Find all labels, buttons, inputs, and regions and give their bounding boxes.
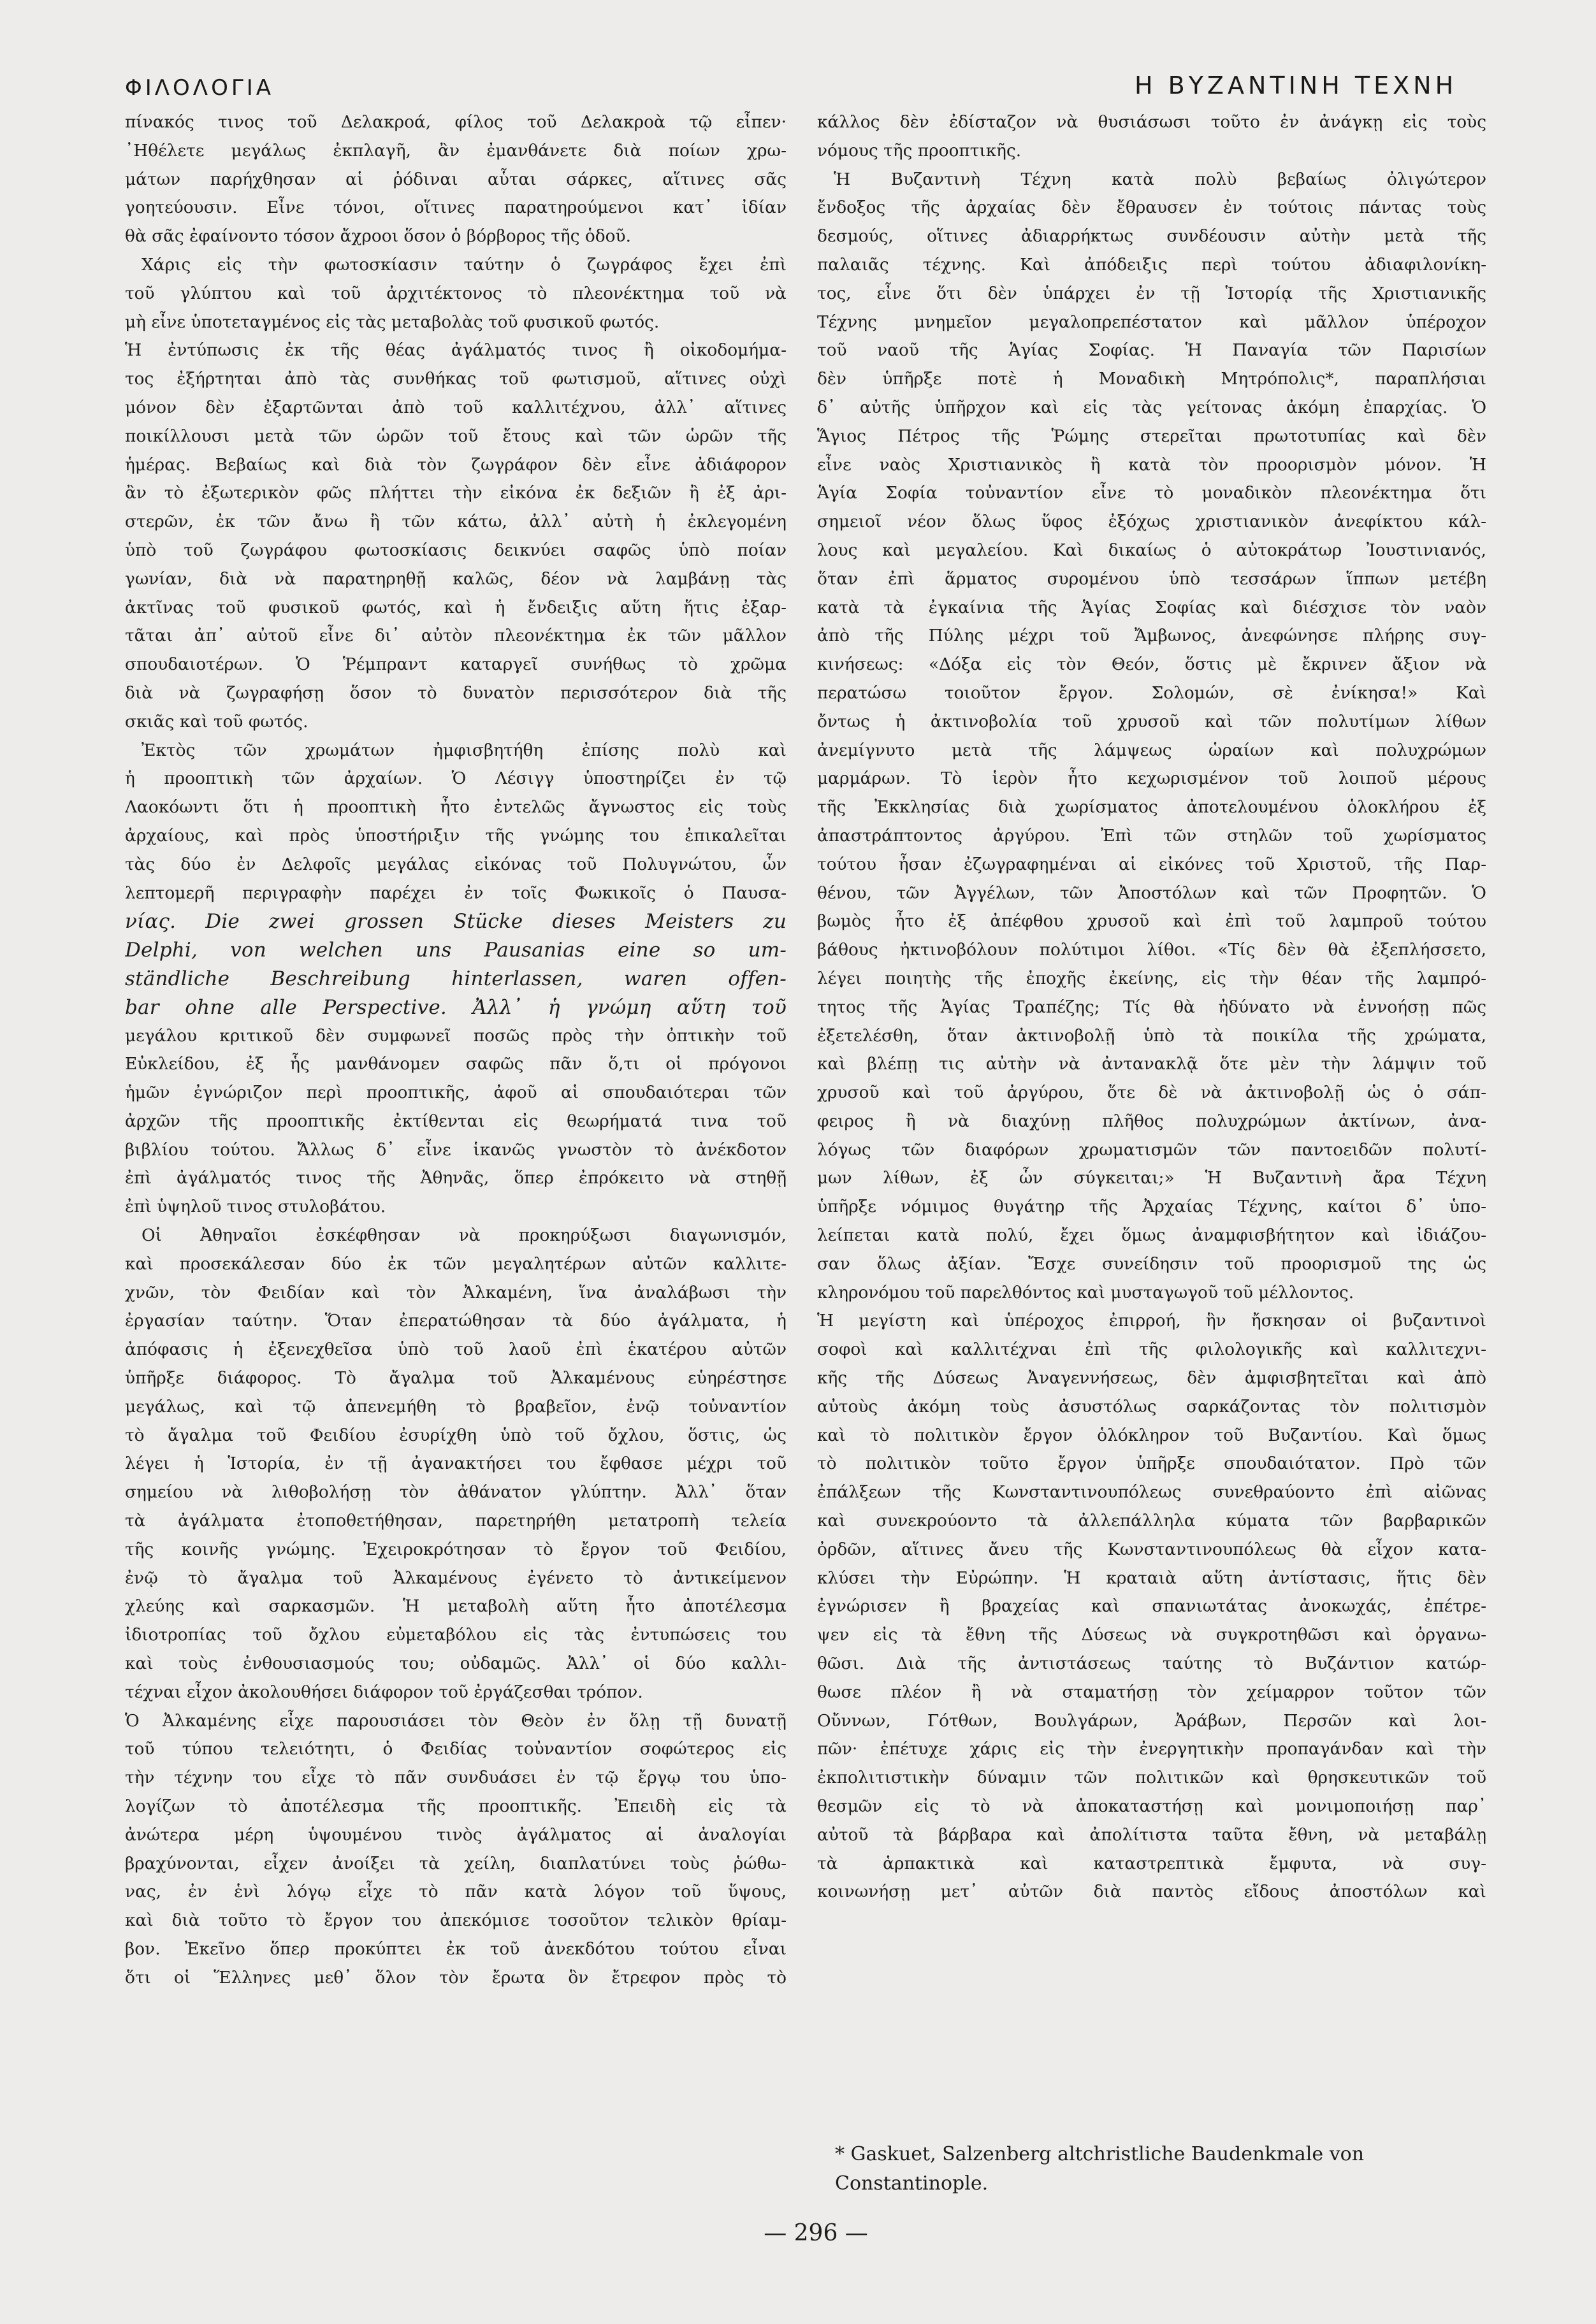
text-line: καὶ βλέπῃ τις αὐτὴν νὰ ἀντανακλᾷ ὅτε μὲν τὴν λάμψιν τοῦ — [817, 1054, 1486, 1074]
text-line: ψεν εἰς τὰ ἔθνη τῆς Δύσεως νὰ συγκροτηθῶσι καὶ ὀργανω- — [817, 1625, 1486, 1645]
text-line: κάλλος δὲν ἐδίσταζον νὰ θυσιάσωσι τοῦτο ἐν ἀνάγκῃ εἰς τοὺς — [817, 112, 1486, 132]
text-line: δεσμούς, οἵτινες ἀδιαρρήκτως συνδέουσιν αὐτὴν μετὰ τῆς — [817, 226, 1486, 247]
text-line: ἐκπολιτιστικὴν δύναμιν τῶν πολιτικῶν καὶ θρησκευτικῶν τοῦ — [817, 1768, 1486, 1788]
text-line: Ἅγιος Πέτρος τῆς Ῥώμης στερεῖται πρωτοτυπίας καὶ δὲν — [817, 426, 1486, 446]
text-line: γωνίαν, διὰ νὰ παρατηρηθῇ καλῶς, δέον νὰ λαμβάνῃ τὰς — [125, 568, 787, 589]
text-line: ἀπαστράπτοντος ἀργύρου. Ἐπὶ τῶν στηλῶν τοῦ χωρίσματος — [817, 825, 1486, 846]
text-line: ἡμέρας. Βεβαίως καὶ διὰ τὸν ζωγράφον δὲν εἶνε ἀδιάφορον — [125, 454, 787, 475]
text-line: τούτου ἦσαν ἐζωγραφημέναι αἱ εἰκόνες τοῦ Χριστοῦ, τῆς Παρ- — [817, 854, 1486, 874]
text-line: κλύσει τὴν Εὐρώπην. Ἡ κραταιὰ αὕτη ἀντίστασις, ἥτις δὲν — [817, 1568, 1486, 1588]
text-line: ἡμῶν ἐγνώριζον περὶ προοπτικῆς, ἀφοῦ αἱ σπουδαιότεραι τῶν — [125, 1083, 787, 1103]
text-line: Delphi, von welchen uns Pausanias eine so um- — [125, 939, 787, 962]
text-line: ἰδιοτροπίας τοῦ ὄχλου εὐμεταβόλου εἰς τὰς ἐντυπώσεις του — [125, 1625, 787, 1645]
text-line: ᾿Ηθέλετε μεγάλως ἐκπλαγῆ, ἂν ἐμανθάνετε διὰ ποίων χρω- — [125, 140, 787, 161]
right-text-column — [817, 108, 1486, 1907]
text-line: ἔνδοξος τῆς ἀρχαίας δὲν ἔθραυσεν ἐν τούτοις πάντας τοὺς — [817, 198, 1486, 218]
text-line: λογίζων τὸ ἀποτέλεσμα τῆς προοπτικῆς. Ἐπειδὴ εἰς τὰ — [125, 1796, 787, 1817]
text-line: ἐπὶ ὑψηλοῦ τινος στυλοβάτου. — [125, 1197, 386, 1217]
text-line: αὐτοὺς ἀκόμη τοὺς ἀσυστόλως σαρκάζοντας τὸν πολιτισμὸν — [817, 1396, 1486, 1417]
text-line: βον. Ἐκεῖνο ὅπερ προκύπτει ἐκ τοῦ ἀνεκδότου τούτου εἶναι — [125, 1939, 787, 1959]
text-line: σπουδαιοτέρων. Ὁ Ῥέμπραντ καταργεῖ συνήθως τὸ χρῶμα — [125, 654, 787, 675]
text-line: λόγως τῶν διαφόρων χρωματισμῶν τῶν παντοειδῶν πολυτί- — [817, 1139, 1486, 1160]
text-line: σκιᾶς καὶ τοῦ φωτός. — [125, 711, 308, 732]
text-line: εἶνε ναὸς Χριστιανικὸς ἢ κατὰ τὸν προορισμὸν μόνον. Ἡ — [817, 454, 1486, 475]
text-line: ὅταν ἐπὶ ἅρματος συρομένου ὑπὸ τεσσάρων ἵππων μετέβη — [817, 568, 1486, 589]
text-line: μάτων παρήχθησαν αἱ ῥόδιναι αὗται σάρκες, αἵτινες σᾶς — [125, 169, 787, 189]
text-line: κινήσεως: «Δόξα εἰς τὸν Θεόν, ὅστις μὲ ἔκρινεν ἄξιον νὰ — [817, 654, 1486, 675]
text-line: πῶν· ἐπέτυχε χάρις εἰς τὴν ἐνεργητικὴν προπαγάνδαν καὶ τὴν — [817, 1739, 1486, 1759]
text-line: μεγάλου κριτικοῦ δὲν συμφωνεῖ ποσῶς πρὸς τὴν ὀπτικὴν τοῦ — [125, 1025, 787, 1046]
text-line: λους καὶ μεγαλείου. Καὶ δικαίως ὁ αὐτοκράτωρ Ἰουστινιανός, — [817, 540, 1486, 560]
text-line: ἐνῷ τὸ ἄγαλμα τοῦ Ἀλκαμένους ἐγένετο τὸ ἀντικείμενον — [125, 1568, 787, 1588]
left-text-column — [125, 108, 787, 1993]
text-line: Ὁ Ἀλκαμένης εἶχε παρουσιάσει τὸν Θεὸν ἐν ὅλῃ τῇ δυνατῇ — [125, 1710, 787, 1731]
text-line: λείπεται κατὰ πολύ, ἔχει ὅμως ἀναμφισβήτητον καὶ ἰδιάζου- — [817, 1225, 1486, 1246]
footnote-line: Constantinople. — [835, 2172, 989, 2195]
text-line: βιβλίου τούτου. Ἄλλως δ᾽ εἶνε ἱκανῶς γνωστὸν τὸ ἀνέκδοτον — [125, 1139, 787, 1160]
text-line: ὅτι οἱ Ἕλληνες μεθ᾽ ὅλον τὸν ἔρωτα ὃν ἔτρεφον πρὸς τὸ — [125, 1967, 787, 1988]
text-line: καὶ συνεκρούοντο τὰ ἀλλεπάλληλα κύματα τῶν βαρβαρικῶν — [817, 1511, 1486, 1531]
text-line: Ἡ μεγίστη καὶ ὑπέροχος ἐπιρροή, ἣν ἤσκησαν οἱ βυζαντινοὶ — [817, 1311, 1486, 1331]
text-line: μαρμάρων. Τὸ ἱερὸν ἦτο κεχωρισμένον τοῦ λοιποῦ μέρους — [817, 769, 1486, 789]
text-line: βάθους ἠκτινοβόλουν πολύτιμοι λίθοι. «Τίς δὲν θὰ ἐξεπλήσσετο, — [817, 940, 1486, 960]
text-line: ἡ προοπτικὴ τῶν ἀρχαίων. Ὁ Λέσιγγ ὑποστηρίζει ἐν τῷ — [125, 769, 787, 789]
text-line: ἀκτῖνας τοῦ φυσικοῦ φωτός, καὶ ἡ ἔνδειξις αὕτη ἥτις ἐξαρ- — [125, 597, 787, 617]
text-line: ὑπὸ τοῦ ζωγράφου φωτοσκίασις δεικνύει σαφῶς ὑπὸ ποίαν — [125, 540, 787, 560]
text-line: ἀνώτερα μέρη ὑψουμένου τινὸς ἀγάλματος αἱ ἀναλογίαι — [125, 1824, 787, 1845]
text-line: τᾶται ἀπ᾽ αὐτοῦ εἶνε δι᾽ αὐτὸν πλεονέκτημα ἐκ τῶν μᾶλλον — [125, 626, 787, 646]
text-line: δ᾽ αὐτῆς ὑπῆρχον καὶ εἰς τὰς γείτονας ἀκόμη ἐπαρχίας. Ὁ — [817, 397, 1486, 417]
text-line: κληρονόμου τοῦ παρελθόντος καὶ μυσταγωγοῦ τοῦ μέλλοντος. — [817, 1282, 1354, 1303]
text-line: Οἱ Ἀθηναῖοι ἐσκέφθησαν νὰ προκηρύξωσι διαγωνισμόν, — [141, 1225, 787, 1246]
text-line: σημειοῖ νέον ὅλως ὕφος ἐξόχως χριστιανικὸν ἀνεφίκτου κάλ- — [817, 512, 1486, 532]
text-line: bar ohne alle Perspective. Ἀλλ᾽ ἡ γνώμη αὕτη τοῦ — [125, 995, 787, 1019]
text-line: ἀνεμίγνυτο μετὰ τῆς λάμψεως ὡραίων καὶ πολυχρώμων — [817, 740, 1486, 760]
text-line: ὑπῆρξε νόμιμος θυγάτηρ τῆς Ἀρχαίας Τέχνης, καίτοι δ᾽ ὑπο- — [817, 1197, 1486, 1217]
text-line: ἐπὶ ἀγάλματός τινος τῆς Ἀθηνᾶς, ὅπερ ἐπρόκειτο νὰ στηθῇ — [125, 1168, 787, 1188]
text-line: τὸ πολιτικὸν τοῦτο ἔργον ὑπῆρξε σπουδαιότατον. Πρὸ τῶν — [817, 1454, 1486, 1474]
text-line: γοητεύουσιν. Εἶνε τόνοι, οἵτινες παρατηρούμενοι κατ᾽ ἰδίαν — [125, 198, 787, 218]
text-line: κατὰ τὰ ἐγκαίνια τῆς Ἁγίας Σοφίας καὶ διέσχισε τὸν ναὸν — [817, 597, 1486, 617]
text-line: βωμὸς ἦτο ἐξ ἀπέφθου χρυσοῦ καὶ ἐπὶ τοῦ λαμπροῦ τούτου — [817, 911, 1486, 932]
text-line: ἐξετελέσθη, ὅταν ἀκτινοβολῇ ὑπὸ τὰ ποικίλα τῆς χρώματα, — [817, 1025, 1486, 1046]
text-line: σαν ὅλως ἀξίαν. Ἔσχε συνείδησιν τοῦ προορισμοῦ της ὡς — [817, 1253, 1486, 1274]
text-line: τος, εἶνε ὅτι δὲν ὑπάρχει ἐν τῇ Ἱστορίᾳ τῆς Χριστιανικῆς — [817, 283, 1486, 303]
text-line: ἀρχαίους, καὶ πρὸς ὑποστήριξιν τῆς γνώμης του ἐπικαλεῖται — [125, 825, 787, 846]
running-header-left: ΦΙΛΟΛΟΓΙΑ — [125, 75, 275, 101]
text-line: μόνον δὲν ἐξαρτῶνται ἀπὸ τοῦ καλλιτέχνου, ἀλλ᾽ αἵτινες — [125, 397, 787, 417]
text-line: τῆς Ἐκκλησίας διὰ χωρίσματος ἀποτελουμένου ὁλοκλήρου ἐξ — [817, 797, 1486, 818]
text-line: περατώσω τοιοῦτον ἔργον. Σολομών, σὲ ἐνίκησα!» Καὶ — [817, 682, 1486, 703]
page-number: — 296 — — [764, 2220, 868, 2246]
text-line: καὶ τὸ πολιτικὸν ἔργον ὁλόκληρον τοῦ Βυζαντίου. Καὶ ὅμως — [817, 1425, 1486, 1445]
text-line: τέχναι εἶχον ἀκολουθήσει διάφορον τοῦ ἐργάζεσθαι τρόπον. — [125, 1682, 643, 1702]
text-line: λεπτομερῆ περιγραφὴν παρέχει ἐν τοῖς Φωκικοῖς ὁ Παυσα- — [125, 883, 787, 903]
text-line: Λαοκόωντι ὅτι ἡ προοπτικὴ ἦτο ἐντελῶς ἄγνωστος εἰς τοὺς — [125, 797, 787, 818]
text-line: θένου, τῶν Ἀγγέλων, τῶν Ἀποστόλων καὶ τῶν Προφητῶν. Ὁ — [817, 883, 1486, 903]
text-line: χνῶν, τὸν Φειδίαν καὶ τὸν Ἀλκαμένη, ἵνα ἀναλάβωσι τὴν — [125, 1282, 787, 1303]
text-line: Οὔννων, Γότθων, Βουλγάρων, Ἀράβων, Περσῶν καὶ λοι- — [817, 1710, 1486, 1731]
text-line: ἀπὸ τῆς Πύλης μέχρι τοῦ Ἄμβωνος, ἀνεφώνησε πλήρης συγ- — [817, 626, 1486, 646]
text-line: τοῦ τύπου τελειότητι, ὁ Φειδίας τοὐναντίον σοφώτερος εἰς — [125, 1739, 787, 1759]
text-line: καὶ προσεκάλεσαν δύο ἐκ τῶν μεγαλητέρων αὐτῶν καλλιτε- — [125, 1253, 787, 1274]
text-line: νόμους τῆς προοπτικῆς. — [817, 140, 1022, 161]
text-line: θῶσι. Διὰ τῆς ἀντιστάσεως ταύτης τὸ Βυζάντιον κατώρ- — [817, 1654, 1486, 1674]
text-line: αὐτοῦ τὰ βάρβαρα καὶ ἀπολίτιστα ταῦτα ἔθνη, νὰ μεταβάλῃ — [817, 1824, 1486, 1845]
text-line: Εὐκλείδου, ἐξ ἧς μανθάνομεν σαφῶς πᾶν ὅ,τι οἱ πρόγονοι — [125, 1054, 787, 1074]
text-line: σοφοὶ καὶ καλλιτέχναι ἐπὶ τῆς φιλολογικῆς καὶ καλλιτεχνι- — [817, 1339, 1486, 1360]
text-line: Τέχνης μνημεῖον μεγαλοπρεπέστατον καὶ μᾶλλον ὑπέροχον — [817, 312, 1486, 332]
text-line: τὴν τέχνην του εἶχε τὸ πᾶν συνδυάσει ἐν τῷ ἔργῳ του ὑπο- — [125, 1768, 787, 1788]
text-line: μων λίθων, ἐξ ὧν σύγκειται;» Ἡ Βυζαντινὴ ἄρα Τέχνη — [817, 1168, 1486, 1188]
text-line: σημείου νὰ λιθοβολήσῃ τὸν ἀθάνατον γλύπτην. Ἀλλ᾽ ὅταν — [125, 1482, 787, 1503]
running-header-right: Η ΒΥΖΑΝΤΙΝΗ ΤΕΧΝΗ — [1135, 71, 1458, 99]
text-line: νίας. Die zwei grossen Stücke dieses Meisters zu — [125, 910, 787, 934]
text-line: μὴ εἶνε ὑποτεταγμένος εἰς τὰς μεταβολὰς τοῦ φυσικοῦ φωτός. — [125, 312, 660, 332]
text-line: ständliche Beschreibung hinterlassen, waren offen- — [125, 967, 787, 990]
text-line: τῆς κοινῆς γνώμης. Ἐχειροκρότησαν τὸ ἔργον τοῦ Φειδίου, — [125, 1539, 787, 1559]
text-line: θωσε πλέον ἢ νὰ σταματήσῃ τὸν χείμαρρον τοῦτον τῶν — [817, 1682, 1486, 1702]
text-line: Ἡ ἐντύπωσις ἐκ τῆς θέας ἀγάλματός τινος ἢ οἰκοδομήμα- — [125, 340, 787, 361]
text-line: λέγει ἡ Ἱστορία, ἐν τῇ ἀγανακτήσει του ἔφθασε μέχρι τοῦ — [125, 1454, 787, 1474]
text-line: καὶ τοὺς ἐνθουσιασμούς του; οὐδαμῶς. Ἀλλ᾽ οἱ δύο καλλι- — [125, 1654, 787, 1674]
text-line: ὀρδῶν, αἵτινες ἄνευ τῆς Κωνσταντινουπόλεως θὰ εἶχον κατα- — [817, 1539, 1486, 1559]
text-line: βραχύνονται, εἶχεν ἀνοίξει τὰ χείλη, διαπλατύνει τοὺς ῥώθω- — [125, 1853, 787, 1873]
text-line: ἐγνώρισεν ἢ βραχείας καὶ σπανιωτάτας ἀνοκωχάς, ἐπέτρε- — [817, 1596, 1486, 1617]
text-line: δὲν ὑπῆρξε ποτὲ ἡ Μοναδικὴ Μητρόπολις*, παραπλήσιαι — [817, 369, 1486, 389]
text-line: ὑπῆρξε διάφορος. Τὸ ἄγαλμα τοῦ Ἀλκαμένους εὑηρέστησε — [125, 1368, 787, 1389]
text-line: Ἐκτὸς τῶν χρωμάτων ἠμφισβητήθη ἐπίσης πολὺ καὶ — [141, 740, 787, 760]
text-line: μεγάλως, καὶ τῷ ἀπενεμήθη τὸ βραβεῖον, ἐνῷ τοὐναντίον — [125, 1396, 787, 1417]
footnote — [835, 2140, 1491, 2198]
text-line: παλαιᾶς τέχνης. Καὶ ἀπόδειξις περὶ τούτου ἀδιαφιλονίκη- — [817, 254, 1486, 275]
text-line: ἐργασίαν ταύτην. Ὅταν ἐπερατώθησαν τὰ δύο ἀγάλματα, ἡ — [125, 1311, 787, 1331]
text-line: τὸ ἄγαλμα τοῦ Φειδίου ἐσυρίχθη ὑπὸ τοῦ ὄχλου, ὅστις, ὡς — [125, 1425, 787, 1445]
text-line: ἀρχῶν τῆς προοπτικῆς ἐκτίθενται εἰς θεωρήματά τινα τοῦ — [125, 1111, 787, 1131]
text-line: χρυσοῦ καὶ τοῦ ἀργύρου, ὅτε δὲ νὰ ἀκτινοβολῇ ὡς ὁ σάπ- — [817, 1083, 1486, 1103]
text-line: τὰ ἀγάλματα ἐτοποθετήθησαν, παρετηρήθη μετατροπὴ τελεία — [125, 1511, 787, 1531]
text-line: νας, ἐν ἑνὶ λόγῳ εἶχε τὸ πᾶν κατὰ λόγον τοῦ ὕψους, — [125, 1882, 787, 1902]
text-line: τοῦ ναοῦ τῆς Ἁγίας Σοφίας. Ἡ Παναγία τῶν Παρισίων — [817, 340, 1486, 361]
text-line: τὰς δύο ἐν Δελφοῖς μεγάλας εἰκόνας τοῦ Πολυγνώτου, ὧν — [125, 854, 787, 874]
text-line: κοινωνήσῃ μετ᾽ αὐτῶν διὰ παντὸς εἴδους ἀποστόλων καὶ — [817, 1882, 1486, 1902]
text-line: ἂν τὸ ἐξωτερικὸν φῶς πλήττει τὴν εἰκόνα ἐκ δεξιῶν ἢ ἐξ ἀρι- — [125, 483, 787, 503]
footnote-line: * Gaskuet, Salzenberg altchristliche Baudenkmale von — [835, 2143, 1365, 2165]
text-line: τος ἐξήρτηται ἀπὸ τὰς συνθήκας τοῦ φωτισμοῦ, αἵτινες οὐχὶ — [125, 369, 787, 389]
text-line: πίνακός τινος τοῦ Δελακροά, φίλος τοῦ Δελακροὰ τῷ εἶπεν· — [125, 112, 787, 132]
text-line: φειρος ἢ νὰ διαχύνῃ πλῆθος πολυχρώμων ἀκτίνων, ἀνα- — [817, 1111, 1486, 1131]
text-line: Ἁγία Σοφία τοὐναντίον εἶνε τὸ μοναδικὸν πλεονέκτημα ὅτι — [817, 483, 1486, 503]
text-line: Ἡ Βυζαντινὴ Τέχνη κατὰ πολὺ βεβαίως ὀλιγώτερον — [834, 169, 1486, 189]
text-line: καὶ διὰ τοῦτο τὸ ἔργον του ἀπεκόμισε τοσοῦτον τελικὸν θρίαμ- — [125, 1910, 787, 1931]
text-line: θὰ σᾶς ἐφαίνοντο τόσον ἄχροοι ὅσον ὁ βόρβορος τῆς ὁδοῦ. — [125, 226, 631, 247]
text-line: τὰ ἁρπακτικὰ καὶ καταστρεπτικὰ ἔμφυτα, νὰ συγ- — [817, 1853, 1486, 1873]
text-line: θεσμῶν εἰς τὸ νὰ ἀποκαταστήσῃ καὶ μονιμοποιήσῃ παρ᾽ — [817, 1796, 1486, 1817]
text-line: ποικίλλουσι μετὰ τῶν ὡρῶν τοῦ ἔτους καὶ τῶν ὡρῶν τῆς — [125, 426, 787, 446]
text-line: ὄντως ἡ ἀκτινοβολία τοῦ χρυσοῦ καὶ τῶν πολυτίμων λίθων — [817, 711, 1486, 732]
text-line: χλεύης καὶ σαρκασμῶν. Ἡ μεταβολὴ αὕτη ἦτο ἀποτέλεσμα — [125, 1596, 787, 1617]
text-line: Χάρις εἰς τὴν φωτοσκίασιν ταύτην ὁ ζωγράφος ἔχει ἐπὶ — [141, 254, 787, 275]
text-line: ἀπόφασις ἡ ἐξενεχθεῖσα ὑπὸ τοῦ λαοῦ ἐπὶ ἑκατέρου αὐτῶν — [125, 1339, 787, 1360]
text-line: ἐπάλξεων τῆς Κωνσταντινουπόλεως συνεθραύοντο ἐπὶ αἰῶνας — [817, 1482, 1486, 1503]
text-line: τοῦ γλύπτου καὶ τοῦ ἀρχιτέκτονος τὸ πλεονέκτημα τοῦ νὰ — [125, 283, 787, 303]
text-line: κῆς τῆς Δύσεως Ἀναγεννήσεως, δὲν ἀμφισβητεῖται καὶ ἀπὸ — [817, 1368, 1486, 1389]
text-line: στερῶν, ἐκ τῶν ἄνω ἢ τῶν κάτω, ἀλλ᾽ αὐτὴ ἡ ἐκλεγομένη — [125, 512, 787, 532]
text-line: διὰ νὰ ζωγραφήσῃ ὅσον τὸ δυνατὸν περισσότερον διὰ τῆς — [125, 682, 787, 703]
text-line: τητος τῆς Ἁγίας Τραπέζης; Τίς θὰ ἠδύνατο νὰ ἐννοήσῃ πῶς — [817, 997, 1486, 1017]
text-line: λέγει ποιητὴς τῆς ἐποχῆς ἐκείνης, εἰς τὴν θέαν τῆς λαμπρό- — [817, 968, 1486, 988]
